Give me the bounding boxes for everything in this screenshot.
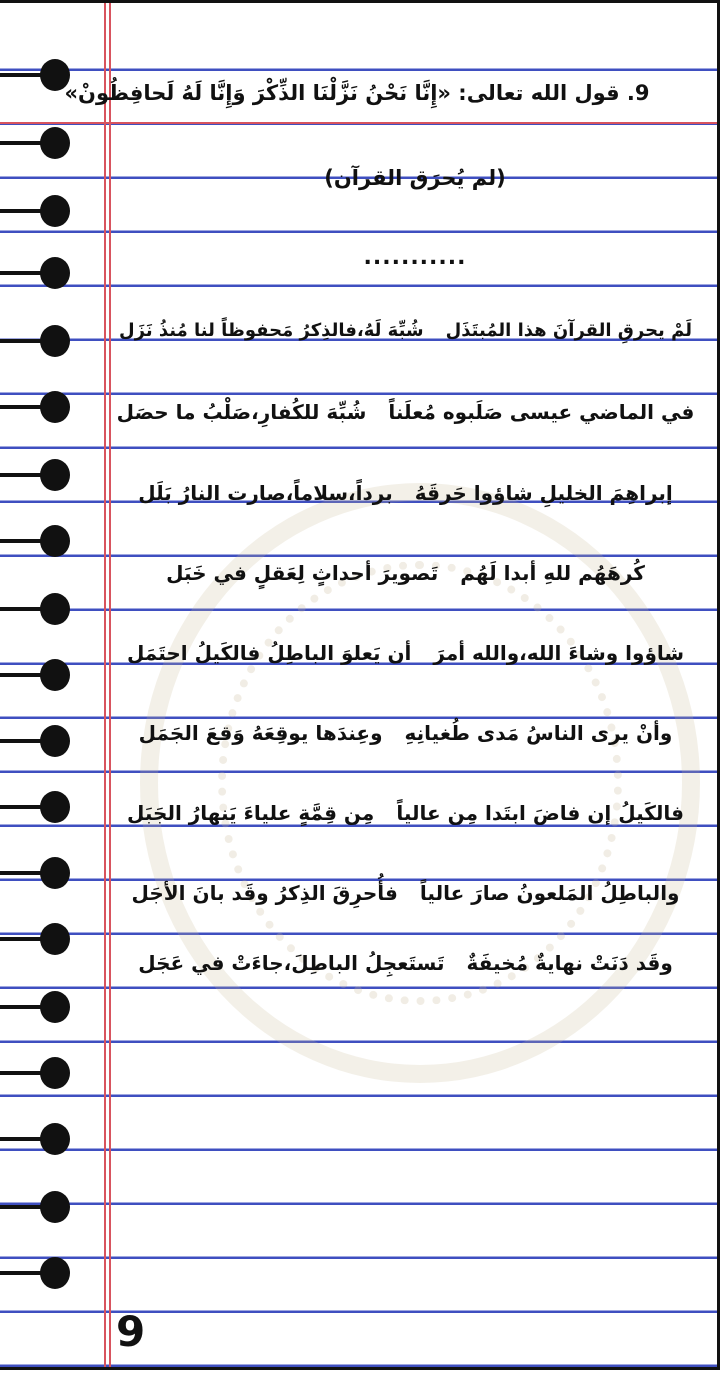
binding-hole-icon [40,127,70,159]
binding-hole-icon [40,459,70,491]
binding-ring [0,921,80,957]
binding-hole-icon [40,257,70,289]
verse-second-half: برداً،سلاماً،صارت النارُ بَلَل [138,481,393,505]
binding-hole-icon [40,659,70,691]
binding-hole-icon [40,195,70,227]
binding-ring [0,989,80,1025]
poem-verse [112,481,699,505]
poem-verse [112,561,699,585]
binding-ring [0,389,80,425]
verse-second-half: شُبِّهَ لَهُ،فالذِكرُ مَحفوظاً لنا مُنذُ نَزَل [119,320,424,341]
binding-hole-icon [40,1123,70,1155]
binding-ring [0,255,80,291]
separator-dots: ........... [363,245,467,270]
poem-verse [112,721,699,745]
binding-hole-icon [40,391,70,423]
binding-ring [0,789,80,825]
binding-hole-icon [40,791,70,823]
page-title: 9. قول الله تعالى: «إِنَّا نَحْنُ نَزَّلْنَا الذِّكْرَ وَإِنَّا لَهُ لَحافِظُونْ» [64,81,650,105]
margin-line-left [104,3,106,1367]
binding-hole-icon [40,923,70,955]
verse-first-half: كُرهَهُم للهِ أبدا لَهُم [460,561,645,585]
binding-ring [0,591,80,627]
verse-first-half: لَمْ يحرقِ القرآنَ هذا المُبتَذَل [445,320,692,341]
verse-first-half: وأنْ يرى الناسُ مَدى طُغيانِهِ [404,721,673,745]
margin-line-right [109,3,111,1367]
page-subtitle: (لم يُحرَق القرآن) [324,166,506,190]
spiral-binding [0,3,80,1373]
binding-hole-icon [40,525,70,557]
page-number: 9 [116,1307,146,1356]
binding-hole-icon [40,857,70,889]
binding-hole-icon [40,325,70,357]
binding-ring [0,1055,80,1091]
binding-ring [0,855,80,891]
verse-second-half: مِن قِمَّةٍ علياءَ يَنهارُ الجَبَل [127,801,375,825]
poem-verse [112,320,699,341]
verse-second-half: شُبِّهَ للكُفارِ،صَلْبُ ما حصَل [116,400,367,424]
binding-ring [0,457,80,493]
poem-verse [112,951,699,975]
binding-hole-icon [40,1191,70,1223]
binding-hole-icon [40,991,70,1023]
binding-hole-icon [40,1057,70,1089]
verse-first-half: في الماضي عيسى صَلَبوه مُعلَناً [388,400,695,424]
verse-first-half: وقَد دَنَتْ نهايةٌ مُخيفَةٌ [466,951,673,975]
verse-first-half: فالكَيلُ إن فاضَ ابتَدا مِن عالياً [396,801,684,825]
binding-ring [0,1189,80,1225]
binding-hole-icon [40,1257,70,1289]
poem-verse [112,641,699,665]
header-red-line [0,122,717,124]
verse-first-half: شاؤوا وشاءَ الله،والله أمرَ [433,641,685,665]
binding-ring [0,657,80,693]
binding-hole-icon [40,725,70,757]
verse-second-half: تَستَعجِلُ الباطِلَ،جاءَتْ في عَجَل [138,951,445,975]
binding-ring [0,723,80,759]
binding-ring [0,193,80,229]
binding-ring [0,125,80,161]
binding-ring [0,323,80,359]
poem-verse [112,801,699,825]
verse-first-half: إبراهِمَ الخليلِ شاؤوا حَرقَهُ [414,481,673,505]
poem-verse [112,881,699,905]
verse-second-half: فأُحرِقَ الذِكرُ وقَد بانَ الأجَل [131,881,398,905]
binding-ring [0,1255,80,1291]
verse-second-half: تَصويرَ أحداثٍ لِعَقلٍ في خَبَل [166,561,439,585]
binding-ring [0,1121,80,1157]
verse-first-half: والباطِلُ المَلعونُ صارَ عالياً [419,881,680,905]
binding-hole-icon [40,593,70,625]
binding-ring [0,523,80,559]
poem-verse [112,400,699,424]
verse-second-half: أن يَعلوَ الباطِلُ فالكَيلُ احتَمَل [126,641,412,665]
verse-second-half: وعِندَها يوقِعَهُ وَقعَ الجَمَل [138,721,383,745]
